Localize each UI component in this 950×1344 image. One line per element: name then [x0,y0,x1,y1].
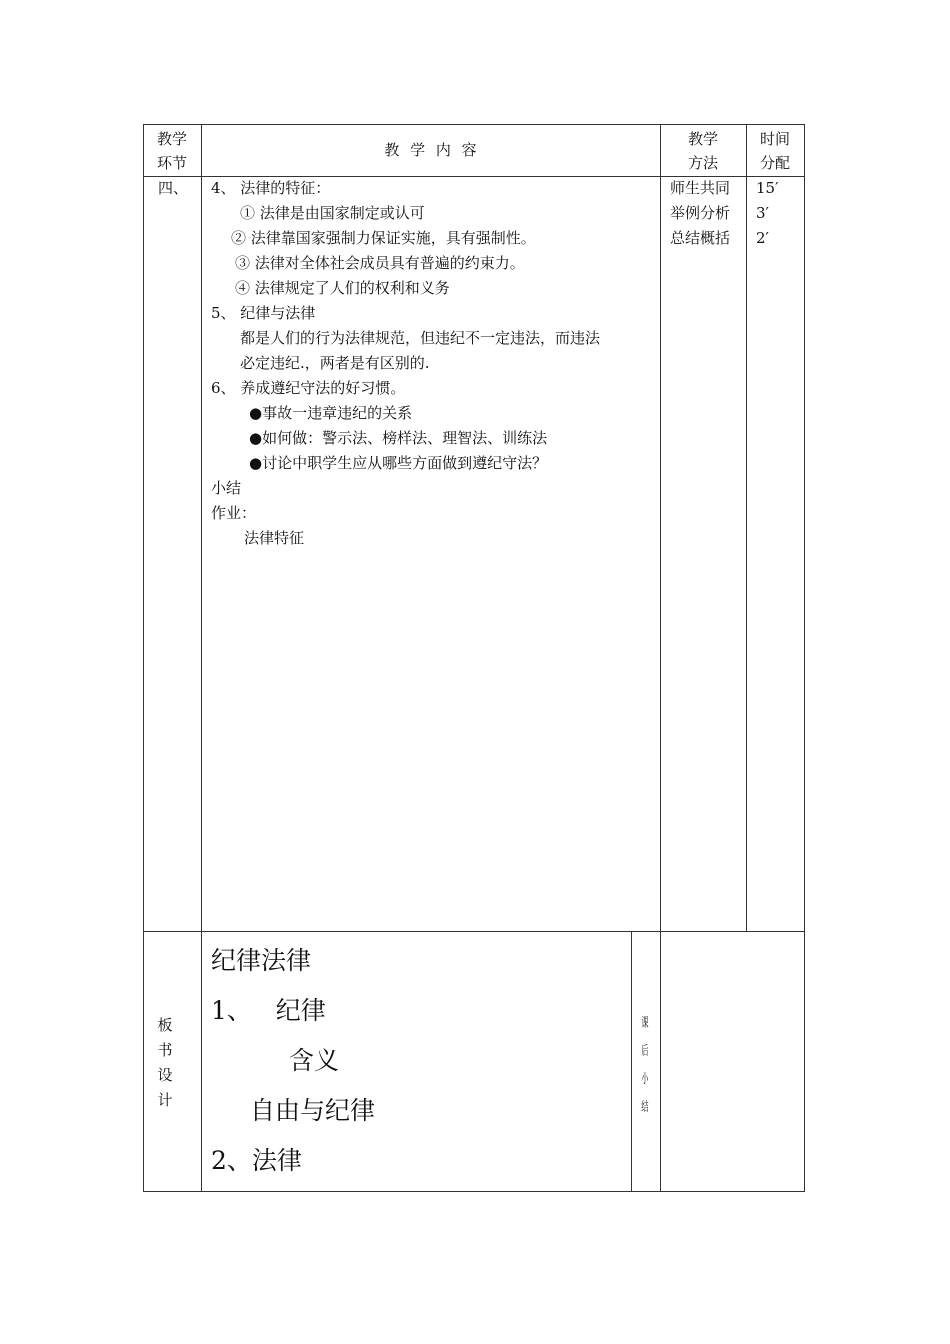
content-line: ② 法律靠国家强制力保证实施，具有强制性。 [231,229,536,247]
method-item: 举例分析 [670,204,731,222]
content-line: 6、 养成遵纪守法的好习惯。 [211,379,406,397]
time-item: 3′ [756,204,769,222]
content-line: ① 法律是由国家制定或认可 [240,204,425,222]
method-item: 师生共同 [670,179,731,197]
board-line: 含义 [289,1046,340,1075]
board-line: 自由与纪律 [250,1096,376,1125]
header-time: 时间 分配 [759,130,790,172]
summary-label: 小结 [211,479,242,497]
homework-label: 作业： [211,504,257,522]
bullet-item: ●如何做：警示法、榜样法、理智法、训练法 [249,429,548,447]
column-divider-1 [201,124,202,1192]
homework-item: 法律特征 [244,529,305,547]
header-stage: 教学 环节 [156,130,187,172]
board-title: 纪律法律 [211,946,312,975]
header-method: 教学 方法 [687,130,718,172]
row-separator [143,931,805,932]
board-line: 2、法律 [211,1146,302,1175]
time-item: 2′ [756,229,769,247]
board-inner-divider [631,931,632,1192]
bullet-item: ●事故一违章违纪的关系 [249,404,413,422]
table-left-border [143,124,144,1192]
content-line: 4、 法律的特征： [211,179,331,197]
content-line: ④ 法律规定了人们的权利和义务 [235,279,450,297]
time-item: 15′ [756,179,779,197]
table-right-border [804,124,805,1192]
bullet-item: ●讨论中职学生应从哪些方面做到遵纪守法？ [249,454,548,472]
board-line: 1、 纪律 [211,996,326,1025]
board-design-label: 板 书 设 计 [157,1016,173,1109]
after-class-summary-label: 课 后 小 结 [641,1016,649,1115]
section-number: 四、 [158,179,189,197]
header-content: 教 学 内 容 [384,141,477,159]
column-divider-2 [660,124,661,1192]
table-top-border [143,124,805,125]
content-line: 必定违纪.，两者是有区别的. [240,354,430,372]
content-line: ③ 法律对全体社会成员具有普遍的约束力。 [235,254,525,272]
method-item: 总结概括 [670,229,731,247]
content-line: 都是人们的行为法律规范，但违纪不一定违法，而违法 [240,329,601,347]
content-line: 5、 纪律与法律 [211,304,316,322]
table-bottom-border [143,1191,805,1192]
column-divider-3 [746,124,747,932]
